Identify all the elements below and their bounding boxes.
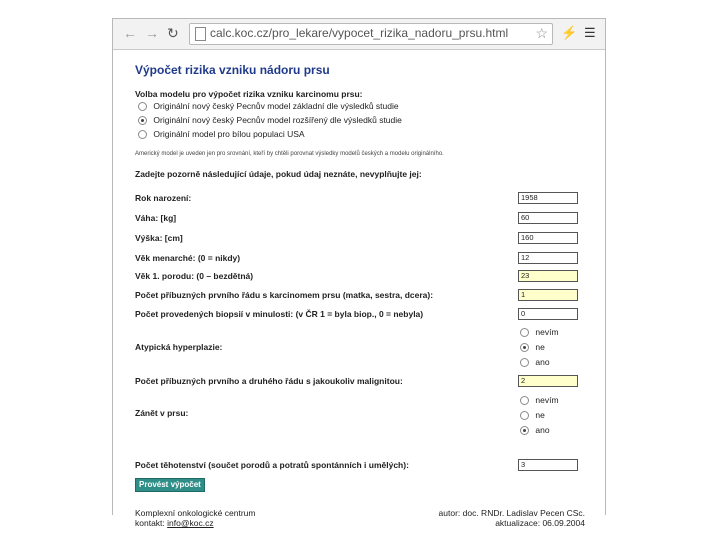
field-label-weight: Váha: [kg] [135, 213, 177, 223]
menu-icon[interactable]: ☰ [584, 25, 596, 40]
instruction-text: Zadejte pozorně následující údaje, pokud údaj neznáte, nevyplňujte jej: [135, 169, 422, 179]
model-option-0[interactable] [138, 101, 399, 111]
mastitis-label: Zánět v prsu: [135, 408, 189, 418]
submit-button[interactable]: Provést výpočet [135, 478, 205, 492]
page-icon [195, 27, 206, 41]
hyperplasia-option-unknown[interactable] [520, 327, 559, 337]
first-birth-age-input[interactable]: 23 [518, 270, 578, 282]
relatives-malignancy-input[interactable]: 2 [518, 375, 578, 387]
relatives-malignancy-label: Počet příbuzných prvního a druhého řádu s jakoukoliv malignitou: [135, 376, 403, 386]
pregnancies-input[interactable]: 3 [518, 459, 578, 471]
radio-button[interactable] [138, 102, 147, 111]
field-label-biopsies: Počet provedených biopsií v minulosti: (v ČR 1 = byla biop., 0 = nebyla) [135, 309, 424, 319]
model-note: Americký model je uveden jen pro srovnání, kteří by chtěli porovnat výsledky modelů českých a modelu originálního. [135, 151, 444, 157]
mastitis-option-yes[interactable] [520, 425, 550, 435]
url-text: calc.koc.cz/pro_lekare/vypocet_rizika_nadoru_prsu.html [210, 26, 509, 40]
radio-button[interactable] [138, 130, 147, 139]
footer-organization: Komplexní onkologické centrum [135, 508, 256, 518]
footer-contact-link[interactable]: info@koc.cz [167, 518, 214, 528]
radio-button[interactable] [520, 396, 529, 405]
pregnancies-label: Počet těhotenství (součet porodů a potratů spontánních i umělých): [135, 460, 409, 470]
footer-updated: aktualizace: 06.09.2004 [495, 518, 585, 528]
star-icon[interactable]: ☆ [535, 25, 548, 41]
birth-year-input[interactable]: 1958 [518, 192, 578, 204]
page-title: Výpočet rizika vzniku nádoru prsu [135, 63, 330, 77]
weight-input[interactable]: 60 [518, 212, 578, 224]
forward-arrow-icon[interactable]: → [145, 25, 159, 41]
hyperplasia-option-yes[interactable] [520, 357, 550, 367]
model-option-1[interactable] [138, 115, 402, 125]
radio-button-selected[interactable] [520, 343, 529, 352]
radio-button[interactable] [520, 358, 529, 367]
option-label: ne [535, 410, 545, 420]
radio-button[interactable] [520, 328, 529, 337]
radio-button-selected[interactable] [138, 116, 147, 125]
field-label-menarche: Věk menarché: (0 = nikdy) [135, 253, 241, 263]
field-label-birth-year: Rok narození: [135, 193, 192, 203]
height-input[interactable]: 160 [518, 232, 578, 244]
radio-button[interactable] [520, 411, 529, 420]
option-label: nevím [535, 395, 559, 405]
back-arrow-icon[interactable]: ← [123, 25, 137, 41]
relatives-breast-cancer-input[interactable]: 1 [518, 289, 578, 301]
option-label: ano [535, 357, 550, 367]
extension-icon[interactable]: ⚡ [561, 25, 578, 40]
footer-contact [135, 518, 214, 528]
field-label-first-birth: Věk 1. porodu: (0 – bezdětná) [135, 271, 254, 281]
option-label: ano [535, 425, 550, 435]
mastitis-option-unknown[interactable] [520, 395, 559, 405]
browser-toolbar [113, 19, 605, 50]
reload-icon[interactable]: ↻ [167, 25, 179, 41]
browser-window [112, 18, 606, 528]
menarche-age-input[interactable]: 12 [518, 252, 578, 264]
field-label-relatives-breast-cancer: Počet příbuzných prvního řádu s karcinomem prsu (matka, sestra, dcera): [135, 290, 434, 300]
option-label: ne [535, 342, 545, 352]
model-prompt: Volba modelu pro výpočet rizika vzniku karcinomu prsu: [135, 89, 363, 99]
model-option-label: Originální nový český Pecnův model základní dle výsledků studie [153, 101, 399, 111]
mastitis-option-no[interactable] [520, 410, 545, 420]
footer-contact-label: kontakt: [135, 518, 165, 528]
option-label: nevím [535, 327, 559, 337]
address-bar[interactable] [189, 23, 553, 45]
model-option-label: Originální nový český Pecnův model rozšířený dle výsledků studie [153, 115, 402, 125]
field-label-height: Výška: [cm] [135, 233, 183, 243]
model-option-label: Originální model pro bílou populaci USA [153, 129, 305, 139]
radio-button-selected[interactable] [520, 426, 529, 435]
model-option-2[interactable] [138, 129, 305, 139]
footer-author: autor: doc. RNDr. Ladislav Pecen CSc. [438, 508, 585, 518]
hyperplasia-option-no[interactable] [520, 342, 545, 352]
hyperplasia-label: Atypická hyperplazie: [135, 342, 223, 352]
biopsies-input[interactable]: 0 [518, 308, 578, 320]
